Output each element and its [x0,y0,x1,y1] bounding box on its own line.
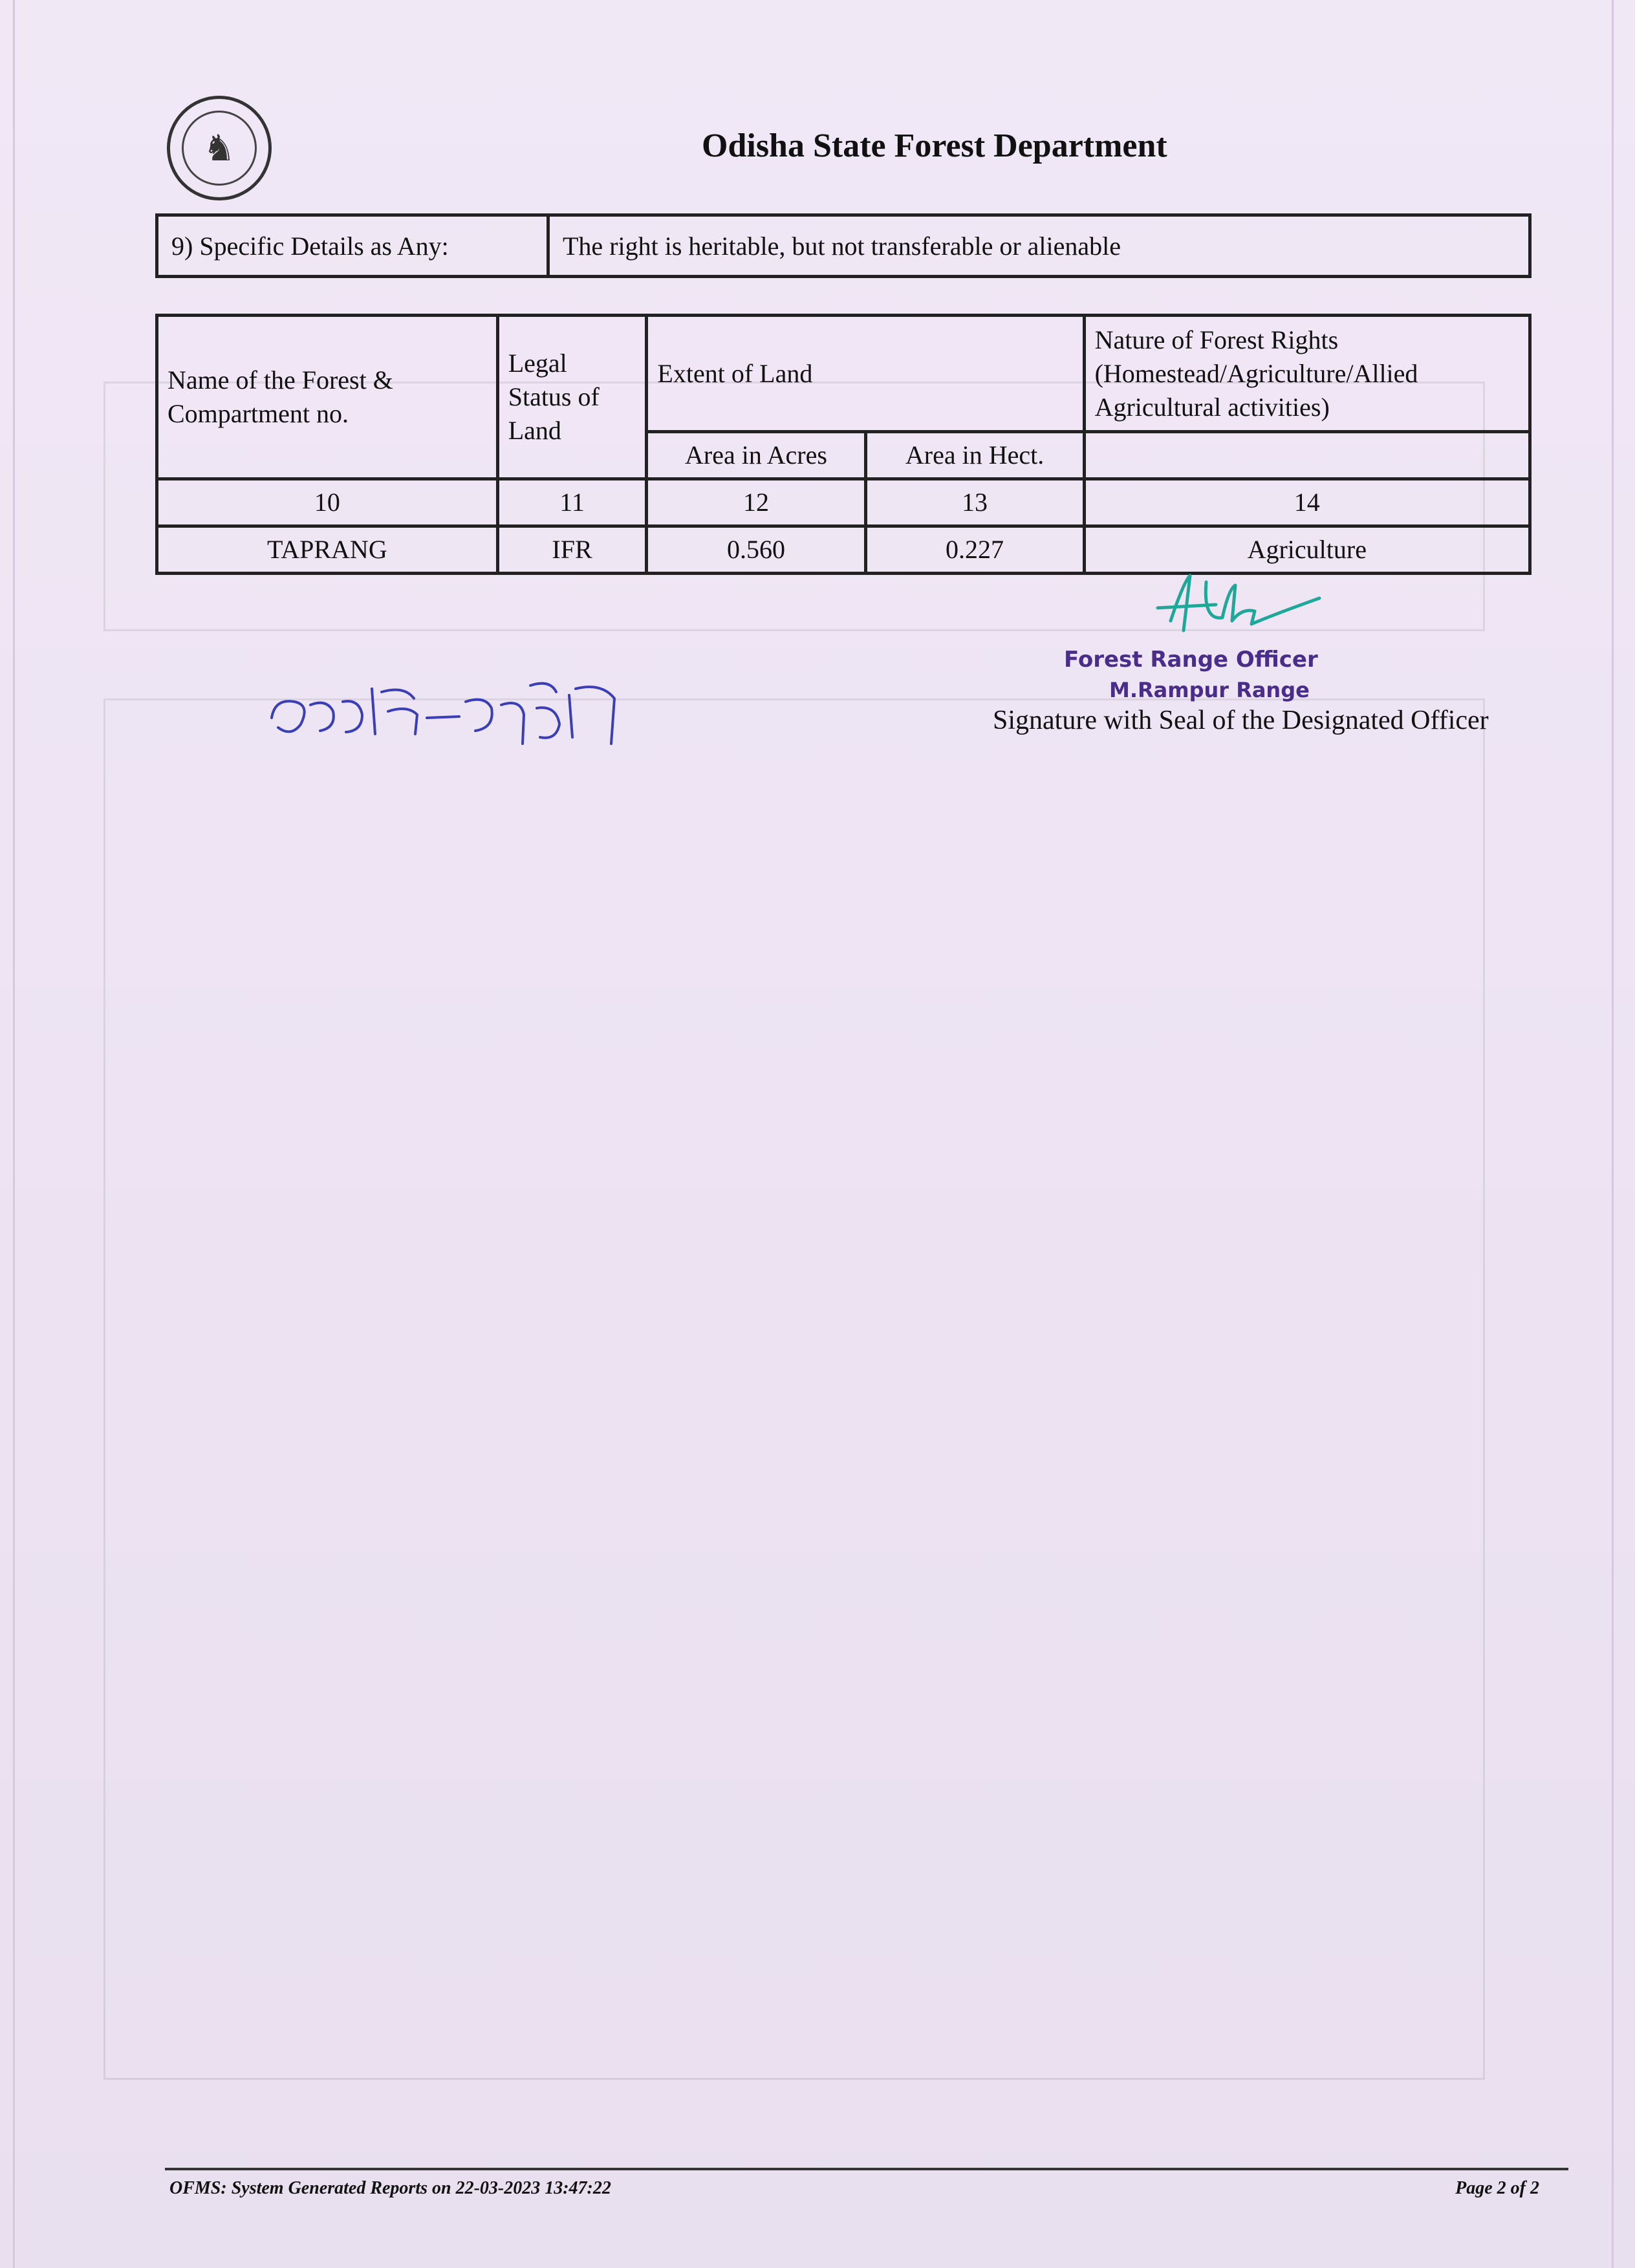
footer-divider [165,2168,1568,2170]
col-number: 12 [647,479,865,526]
cell-area-hect: 0.227 [865,526,1084,574]
seal-range-name: M.Rampur Range [1109,678,1310,702]
footer-page-number: Page 2 of 2 [1455,2178,1539,2198]
cell-forest: TAPRANG [157,526,498,574]
lion-emblem-icon: ♞ [182,111,257,186]
seal-officer-title: Forest Range Officer [1064,647,1318,673]
header-legal-status: Legal Status of Land [497,316,647,479]
page-title: Odisha State Forest Department [702,127,1167,164]
cell-nature: Agriculture [1084,526,1530,574]
header-area-acres: Area in Acres [647,432,865,479]
col-number: 11 [497,479,647,526]
col-number: 14 [1084,479,1530,526]
signature-caption: Signature with Seal of the Designated Officer [993,706,1489,735]
header-nature-blank [1084,432,1530,479]
header-forest-name: Name of the Forest & Compartment no. [157,316,498,479]
header-extent-of-land: Extent of Land [647,316,1084,432]
cell-legal-status: IFR [497,526,647,574]
col-number: 10 [157,479,498,526]
specific-details-table [155,213,1532,278]
page-edge-right [1612,0,1614,2268]
header-area-hect: Area in Hect. [865,432,1084,479]
specific-details-label: 9) Specific Details as Any: [157,215,548,277]
specific-details-value: The right is heritable, but not transferable or alienable [548,215,1530,277]
bleed-through-table [103,698,1485,2080]
header-nature-of-rights: Nature of Forest Rights (Homestead/Agriculture/Allied Agricultural activities) [1084,316,1530,432]
footer-generated-note: OFMS: System Generated Reports on 22-03-2023 13:47:22 [169,2178,611,2198]
officer-signature [1145,569,1339,653]
land-details-table [155,314,1532,575]
page-edge-left [13,0,15,2268]
cell-area-acres: 0.560 [647,526,865,574]
odia-handwritten-signature [265,673,640,757]
col-number: 13 [865,479,1084,526]
odisha-emblem-logo [167,96,272,200]
